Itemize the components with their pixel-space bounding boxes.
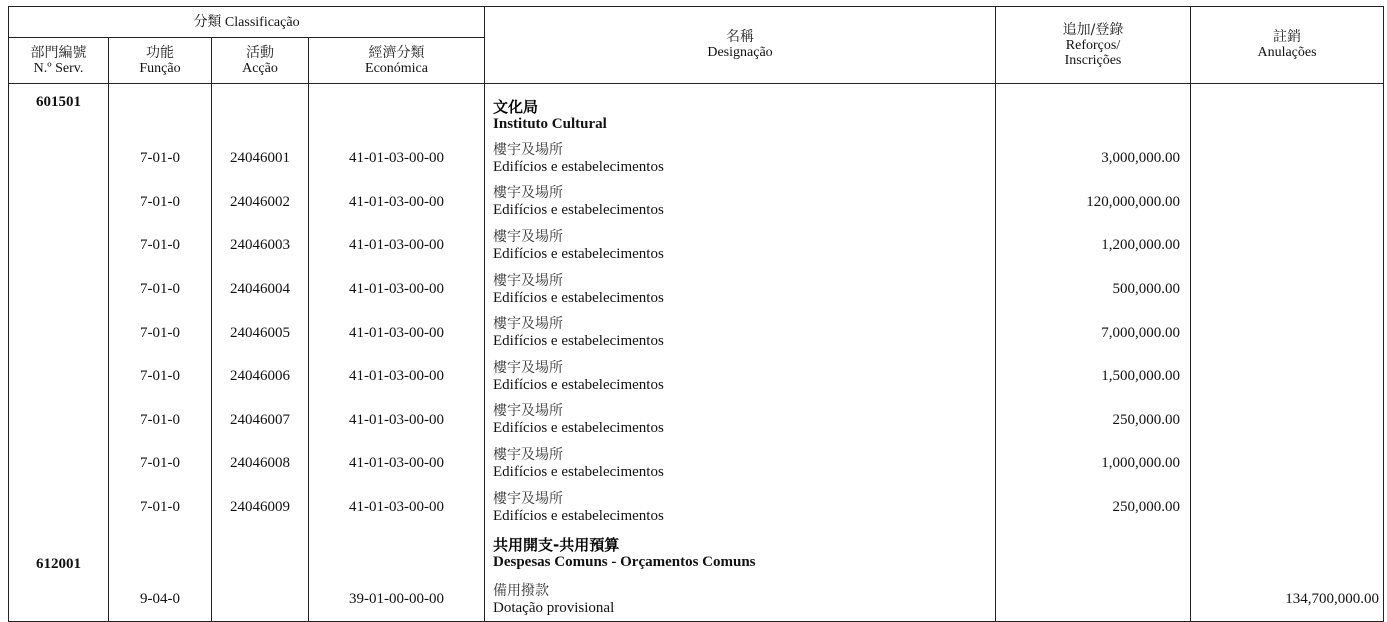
designation-header (485, 7, 996, 84)
economic-cell (309, 84, 485, 138)
action-cell: 24046009 (212, 486, 309, 530)
designation-zh: 樓宇及場所 (493, 446, 564, 463)
economic-cell: 41-01-03-00-00 (309, 399, 485, 443)
economic-cell: 39-01-00-00-00 (309, 579, 485, 622)
designation-pt: Edifícios e estabelecimentos (493, 202, 664, 219)
annulments-cell (1191, 529, 1384, 579)
designation-cell (485, 137, 996, 181)
annulments-cell (1191, 137, 1384, 181)
service-number-cell (9, 224, 109, 268)
designation-cell (485, 579, 996, 622)
designation-zh: 樓宇及場所 (493, 141, 564, 158)
economic-header-zh: 經濟分類 (368, 44, 425, 61)
service-name-cell (485, 529, 996, 579)
service-name-cell (485, 84, 996, 138)
service-number-cell (9, 181, 109, 225)
service-number-cell (9, 442, 109, 486)
reinforcements-header-pt1: Reforços/ (1065, 37, 1121, 53)
action-cell: 24046003 (212, 224, 309, 268)
annulments-cell (1191, 84, 1384, 138)
designation-cell (485, 311, 996, 355)
economic-cell: 41-01-03-00-00 (309, 181, 485, 225)
table-row (9, 486, 1384, 530)
designation-cell (485, 355, 996, 399)
designation-zh: 樓宇及場所 (493, 316, 564, 333)
designation-cell (485, 486, 996, 530)
service-number-cell (9, 355, 109, 399)
annulments-cell (1191, 181, 1384, 225)
designation-zh: 樓宇及場所 (493, 185, 564, 202)
designation-zh: 樓宇及場所 (493, 490, 564, 507)
table-row (9, 355, 1384, 399)
annulments-cell (1191, 399, 1384, 443)
designation-pt: Edifícios e estabelecimentos (493, 376, 664, 393)
action-cell: 24046002 (212, 181, 309, 225)
service-number-cell: 612001 (9, 529, 109, 579)
designation-pt: Edifícios e estabelecimentos (493, 333, 664, 350)
designation-zh: 樓宇及場所 (493, 272, 564, 289)
action-cell (212, 579, 309, 622)
service-number-cell (9, 268, 109, 312)
action-cell: 24046008 (212, 442, 309, 486)
designation-zh: 樓宇及場所 (493, 359, 564, 376)
annulments-cell (1191, 224, 1384, 268)
designation-header-pt: Designação (707, 45, 773, 60)
annulments-cell (1191, 268, 1384, 312)
economic-cell: 41-01-03-00-00 (309, 224, 485, 268)
reinforcements-cell (996, 84, 1191, 138)
annulments-cell (1191, 486, 1384, 530)
annulments-cell (1191, 311, 1384, 355)
reinforcements-cell (996, 579, 1191, 622)
economic-cell: 41-01-03-00-00 (309, 311, 485, 355)
function-cell: 7-01-0 (109, 442, 212, 486)
function-header-pt: Função (139, 60, 181, 76)
reinforcements-cell: 250,000.00 (996, 486, 1191, 530)
service-number-cell (9, 311, 109, 355)
reinforcements-cell: 250,000.00 (996, 399, 1191, 443)
action-cell: 24046006 (212, 355, 309, 399)
function-cell: 7-01-0 (109, 137, 212, 181)
economic-cell: 41-01-03-00-00 (309, 137, 485, 181)
action-cell: 24046001 (212, 137, 309, 181)
function-cell (109, 529, 212, 579)
service-name-pt: Instituto Cultural (493, 116, 607, 132)
economic-cell: 41-01-03-00-00 (309, 486, 485, 530)
function-cell: 7-01-0 (109, 355, 212, 399)
service-name-zh: 共用開支-共用預算 (493, 536, 620, 555)
function-cell (109, 84, 212, 138)
service-number-cell (9, 399, 109, 443)
designation-cell (485, 181, 996, 225)
table-row (9, 224, 1384, 268)
action-cell: 24046004 (212, 268, 309, 312)
service-number-cell (9, 486, 109, 530)
designation-cell (485, 399, 996, 443)
designation-cell (485, 224, 996, 268)
service-number-cell: 601501 (9, 84, 109, 138)
function-header (109, 38, 212, 84)
service-name-zh: 文化局 (493, 98, 539, 116)
annulments-header (1191, 7, 1384, 84)
service-name-pt: Despesas Comuns - Orçamentos Comuns (493, 554, 756, 571)
annulments-header-pt: Anulações (1257, 45, 1317, 60)
budget-table-container (8, 6, 1383, 616)
reinforcements-cell: 500,000.00 (996, 268, 1191, 312)
annulments-cell (1191, 355, 1384, 399)
service-number-cell (9, 137, 109, 181)
action-cell (212, 529, 309, 579)
action-cell (212, 84, 309, 138)
designation-header-zh: 名稱 (726, 29, 755, 45)
budget-table (8, 6, 1384, 622)
function-cell: 7-01-0 (109, 399, 212, 443)
reinforcements-cell (996, 529, 1191, 579)
economic-header-pt: Económica (365, 60, 428, 76)
table-row (9, 137, 1384, 181)
designation-cell (485, 268, 996, 312)
designation-pt: Edifícios e estabelecimentos (493, 507, 664, 524)
function-cell: 7-01-0 (109, 311, 212, 355)
table-row (9, 529, 1384, 579)
economic-cell: 41-01-03-00-00 (309, 442, 485, 486)
table-row (9, 579, 1384, 622)
table-row (9, 442, 1384, 486)
function-cell: 7-01-0 (109, 486, 212, 530)
reinforcements-header-zh: 追加/登錄 (1062, 21, 1124, 38)
function-cell: 7-01-0 (109, 224, 212, 268)
designation-zh: 樓宇及場所 (493, 403, 564, 420)
reinforcements-cell: 1,000,000.00 (996, 442, 1191, 486)
service-number-header-zh: 部門編號 (30, 44, 87, 61)
reinforcements-header-pt2: Inscrições (1064, 52, 1122, 68)
reinforcements-cell: 120,000,000.00 (996, 181, 1191, 225)
action-header-zh: 活動 (246, 44, 274, 61)
designation-pt: Edifícios e estabelecimentos (493, 158, 664, 175)
reinforcements-cell: 7,000,000.00 (996, 311, 1191, 355)
designation-zh: 樓宇及場所 (493, 228, 564, 245)
service-number-header-pt: N.º Serv. (33, 60, 84, 76)
designation-cell (485, 442, 996, 486)
economic-cell (309, 529, 485, 579)
action-cell: 24046007 (212, 399, 309, 443)
economic-cell: 41-01-03-00-00 (309, 268, 485, 312)
annulments-cell: 134,700,000.00 (1191, 579, 1384, 622)
table-row (9, 311, 1384, 355)
function-cell: 9-04-0 (109, 579, 212, 622)
function-cell: 7-01-0 (109, 268, 212, 312)
designation-pt: Edifícios e estabelecimentos (493, 463, 664, 480)
classification-header: 分類 Classificação (9, 7, 485, 38)
annulments-cell (1191, 442, 1384, 486)
economic-header (309, 38, 485, 84)
designation-pt: Edifícios e estabelecimentos (493, 245, 664, 262)
reinforcements-cell: 1,200,000.00 (996, 224, 1191, 268)
action-header-pt: Acção (242, 60, 278, 76)
table-row (9, 268, 1384, 312)
designation-pt: Edifícios e estabelecimentos (493, 420, 664, 437)
designation-pt: Dotação provisional (493, 599, 615, 616)
action-cell: 24046005 (212, 311, 309, 355)
table-row (9, 181, 1384, 225)
reinforcements-cell: 3,000,000.00 (996, 137, 1191, 181)
reinforcements-header (996, 7, 1191, 84)
table-row (9, 399, 1384, 443)
designation-zh: 備用撥款 (493, 582, 550, 599)
economic-cell: 41-01-03-00-00 (309, 355, 485, 399)
function-header-zh: 功能 (146, 44, 174, 61)
function-cell: 7-01-0 (109, 181, 212, 225)
action-header (212, 38, 309, 84)
designation-pt: Edifícios e estabelecimentos (493, 289, 664, 306)
table-row (9, 84, 1384, 138)
reinforcements-cell: 1,500,000.00 (996, 355, 1191, 399)
service-number-header (9, 38, 109, 84)
service-number-cell (9, 579, 109, 622)
annulments-header-zh: 註銷 (1273, 29, 1302, 45)
